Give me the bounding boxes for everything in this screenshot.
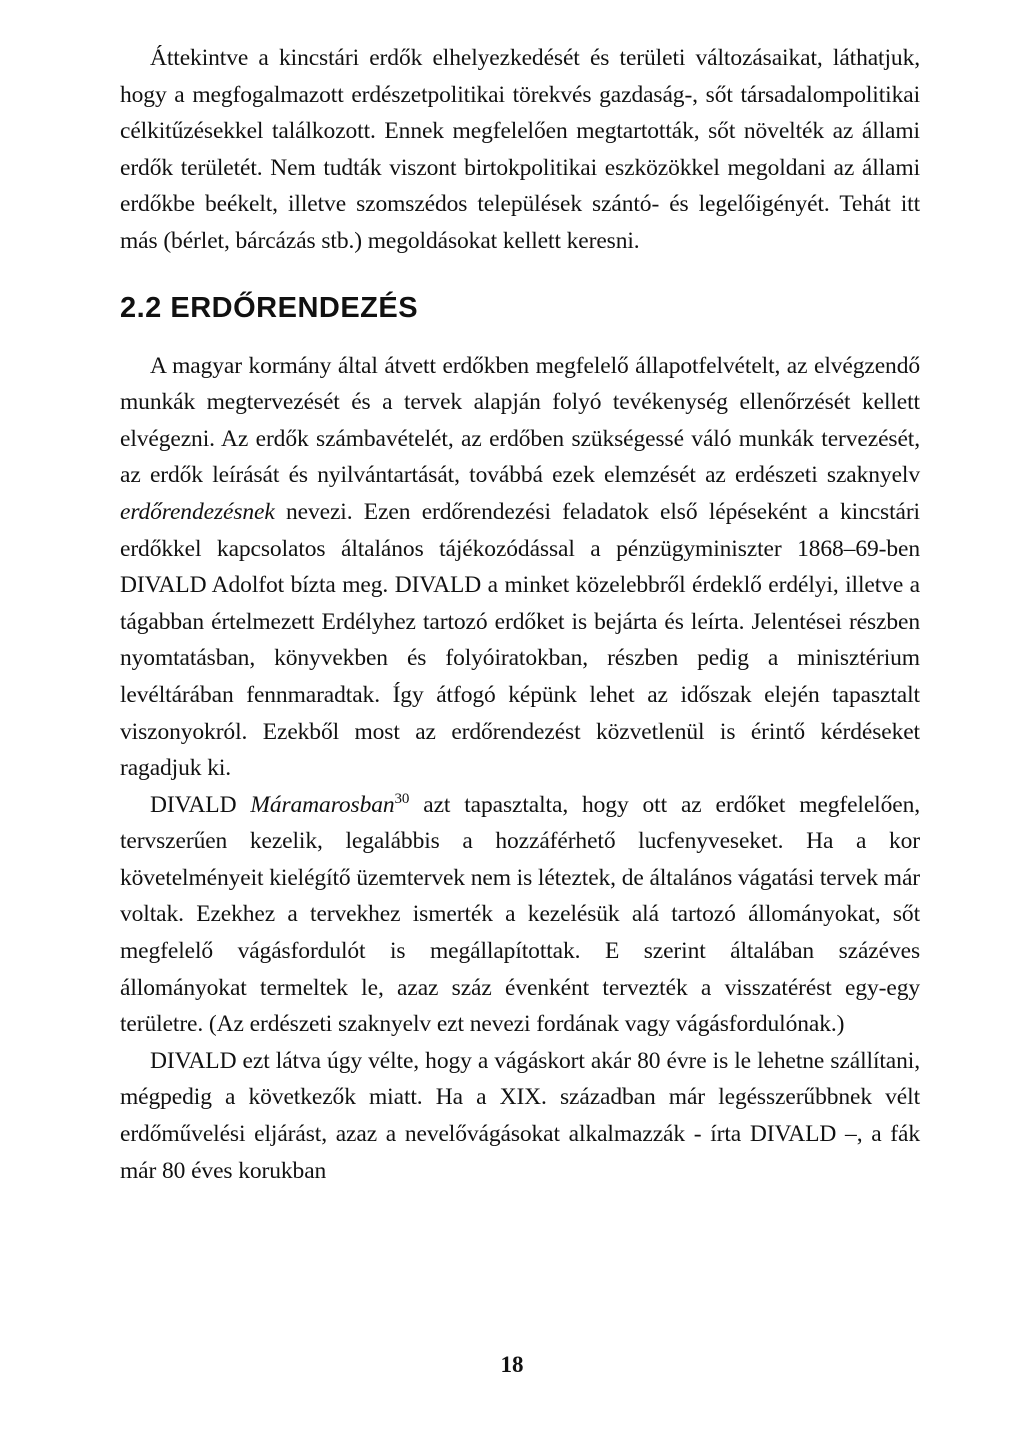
page-number: 18 [500,1352,524,1377]
section-heading: 2.2 ERDŐRENDEZÉS [120,291,419,324]
page-body [120,40,920,1189]
paragraph-erdorendezes-text-a: A magyar kormány által átvett erdőkben megfelelő állapotfelvételt, az elvégzendő munkák megtervezését és a tervek alapján folyó tevékenység ellenőrzését kellett elvégezni. Az erdők számbavételét, az erdőben szükségessé váló munkák tervezését, az erdők leírását és nyilvántartását, továbbá ezek elemzését az erdészeti szaknyelv [120,352,920,489]
paragraph-erdorendezes [120,348,920,787]
paragraph-maramaros-text-a: DIVALD [150,791,251,818]
paragraph-vagaskor: DIVALD ezt látva úgy vélte, hogy a vágáskort akár 80 évre is le lehetne szállítani, mégpedig a következők miatt. Ha a XIX. században már legésszerűbbnek vélt erdőművelési eljárást, azaz a nevelővágásokat alkalmazzák - írta DIVALD –, a fák már 80 éves korukban [120,1047,920,1184]
paragraph-intro: Áttekintve a kincstári erdők elhelyezkedését és területi változásaikat, láthatjuk, hogy a megfogalmazott erdészetpolitikai törekvés gazdaság-, sőt társadalompolitikai célkitűzésekkel találkozott. Ennek megfelelően megtartották, sőt növelték az állami erdők területét. Nem tudták viszont birtokpolitikai eszközökkel megoldani az állami erdőkbe beékelt, illetve szomszédos települések szántó- és legelőigényét. Tehát itt más (bérlet, bárcázás stb.) megoldásokat kellett keresni. [120,45,920,254]
footnote-marker[interactable]: 30 [394,790,410,807]
paragraph-erdorendezes-text-b: nevezi. Ezen erdőrendezési feladatok első lépéseként a kincstári erdőkkel kapcsolatos általános tájékozódással a pénzügyminiszter 1868–69-ben DIVALD Adolfot bízta meg. DIVALD a minket közelebbről érdeklő erdélyi, illetve a tágabban értelmezett Erdélyhez tartozó erdőket is bejárta és leírta. Jelentései részben nyomtatásban, könyvekben és folyóiratokban, részben pedig a minisztérium levéltárában fennmaradtak. Így átfogó képünk lehet az időszak elején tapasztalt viszonyokról. Ezekből most az erdőrendezést közvetlenül is érintő kérdéseket ragadjuk ki. [120,498,920,782]
italic-term-erdorendezesnek: erdőrendezésnek [120,498,275,525]
paragraph-maramaros [120,787,920,1043]
italic-place-maramarosban: Máramarosban [250,791,395,818]
paragraph-maramaros-text-b: azt tapasztalta, hogy ott az erdőket megfelelően, tervszerűen kezelik, legalábbis a hozzáférhető lucfenyveseket. Ha a kor követelményeit kielégítő üzemtervek nem is léteztek, de általános vágatási tervek már voltak. Ezekhez a tervekhez ismerték a kezelésük alá tartozó állományokat, sőt megfelelő vágásfordulót is megállapítottak. E szerint általában százéves állományokat termeltek le, azaz száz évenként tervezték a visszatérést egy-egy területre. (Az erdészeti szaknyelv ezt nevezi fordának vagy vágásfordulónak.) [120,791,920,1038]
